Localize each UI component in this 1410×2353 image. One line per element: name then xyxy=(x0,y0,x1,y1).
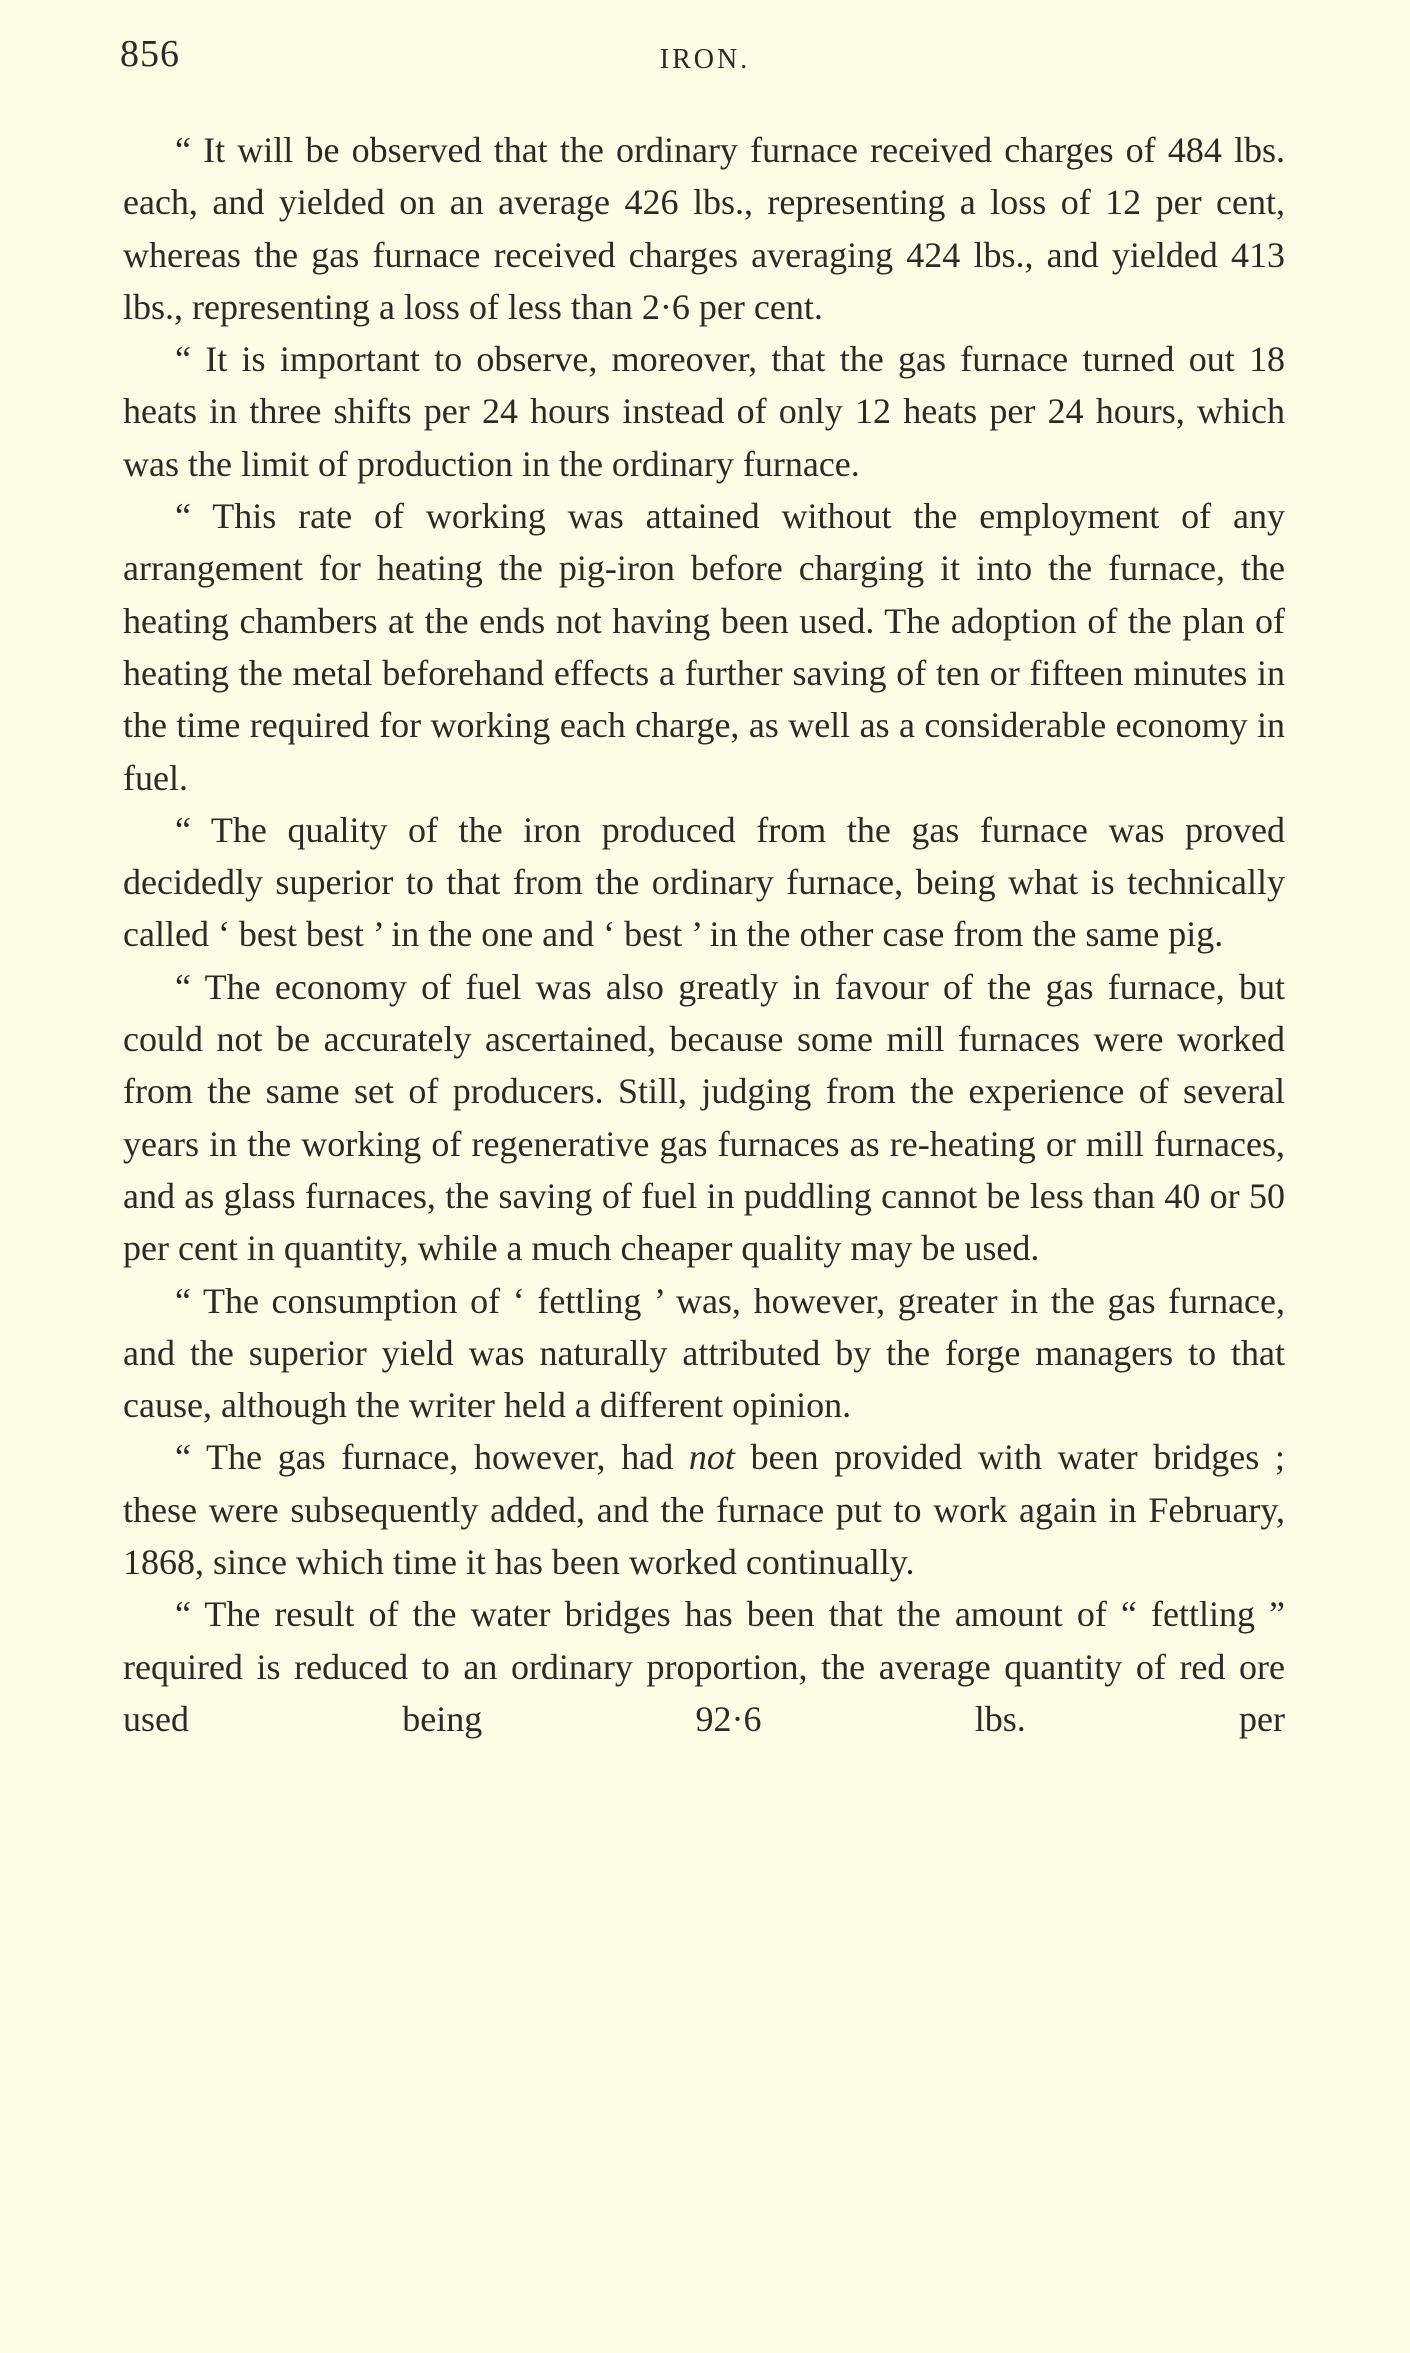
paragraph: “ The consumption of ‘ fettling ’ was, however, greater in the gas furnace, and the superior yield was naturally attributed by the forge managers to that cause, although the writer held a different opinion. xyxy=(123,1280,1285,1426)
body-text xyxy=(123,124,1285,1745)
paragraph: “ This rate of working was attained without the employment of any arrangement for heating the pig-iron before charging it into the furnace, the heating chambers at the ends not having been used. The adoption of the plan of heating the metal beforehand effects a further saving of ten or fifteen minutes in the time required for working each charge, as well as a considerable economy in fuel. xyxy=(123,496,1285,798)
page-number: 856 xyxy=(120,33,180,75)
emphasis-not: not xyxy=(688,1437,735,1478)
paragraph: “ It will be observed that the ordinary furnace received charges of 484 lbs. each, and yielded on an average 426 lbs., representing a loss of 12 per cent, whereas the gas furnace received charges averaging 424 lbs., and yielded 413 lbs., representing a loss of less than 2·6 per cent. xyxy=(123,130,1285,327)
running-title: IRON. xyxy=(659,44,751,75)
paragraph: “ The result of the water bridges has been that the amount of “ fettling ” required is reduced to an ordinary proportion, the average quantity of red ore used being 92·6 lbs. per xyxy=(123,1594,1285,1739)
paragraph: “ The economy of fuel was also greatly in favour of the gas furnace, but could not be accurately ascertained, because some mill furnaces were worked from the same set of producers. Still, judging from the experience of several years in the working of regenerative gas furnaces as re-heating or mill furnaces, and as glass furnaces, the saving of fuel in puddling cannot be less than 40 or 50 per cent in quantity, while a much cheaper quality may be used. xyxy=(123,966,1285,1269)
paragraph: “ The quality of the iron produced from the gas furnace was proved decidedly superior to that from the ordinary furnace, being what is technically called ‘ best best ’ in the one and ‘ best ’ in the other case from the same pig. xyxy=(123,809,1285,955)
running-head xyxy=(120,32,1290,82)
paragraph: “ It is important to observe, moreover, that the gas furnace turned out 18 heats in three shifts per 24 hours instead of only 12 heats per 24 hours, which was the limit of production in the ordinary furnace. xyxy=(123,339,1285,484)
paragraph: “ The gas furnace, however, had not been provided with water bridges ; these were subsequently added, and the furnace put to work again in February, 1868, since which time it has been worked continually. xyxy=(123,1437,1285,1583)
